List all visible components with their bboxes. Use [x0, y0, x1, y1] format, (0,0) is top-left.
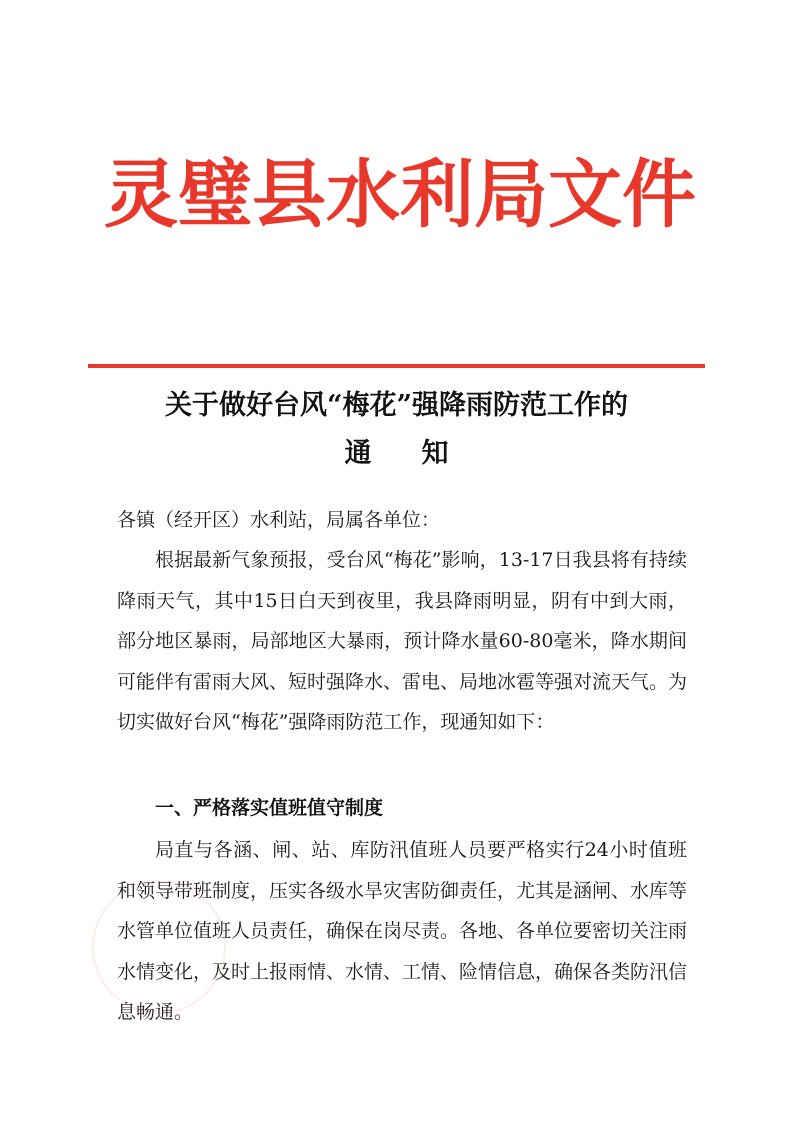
paragraph-section-1: 局直与各涵、闸、站、库防汛值班人员要严格实行24小时值班和领导带班制度，压实各级水旱灾害防御责任，尤其是涵闸、水库等水管单位值班人员责任，确保在岗尽责。各地、各单位要密切关注雨水情变化，及时上报雨情、水情、工情、险情信息，确保各类防汛信息畅通。	[117, 839, 688, 1023]
red-divider-line	[88, 364, 705, 368]
notice-title-char-zhi: 知	[421, 438, 449, 469]
salutation: 各镇（经开区）水利站，局属各单位：	[117, 509, 441, 531]
notice-title-line2	[60, 432, 733, 476]
masthead-title: 灵璧县水利局文件	[104, 152, 696, 238]
section-heading-1: 一、严格落实值班值守制度	[155, 797, 384, 819]
notice-title-line1: 关于做好台风“梅花”强降雨防范工作的	[164, 390, 629, 421]
official-seal-watermark	[92, 880, 226, 1014]
paragraph-intro: 根据最新气象预报，受台风“梅花”影响，13-17日我县将有持续降雨天气，其中15日白天到夜里，我县降雨明显，阴有中到大雨，部分地区暴雨，局部地区大暴雨，预计降水量60-80毫米，降水期间可能伴有雷雨大风、短时强降水、雷电、局地冰雹等强对流天气。为切实做好台风“梅花”强降雨防范工作，现通知如下：	[117, 549, 688, 733]
notice-title-char-tong: 通	[344, 438, 372, 469]
